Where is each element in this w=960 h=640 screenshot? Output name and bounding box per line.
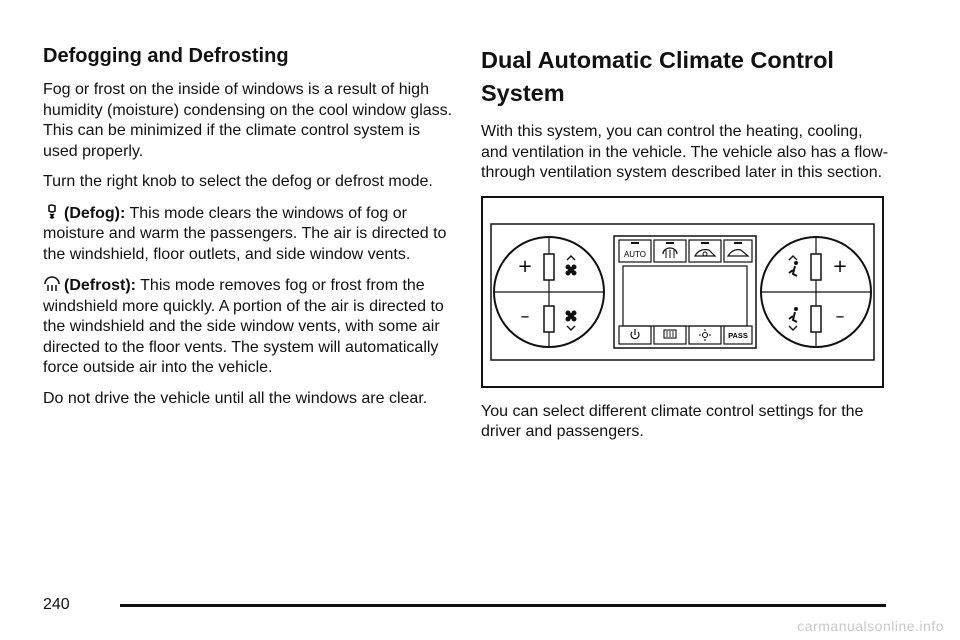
fan-high-icon: [566, 264, 577, 275]
outside-air-icon: [728, 249, 748, 255]
climate-control-panel-illustration: [483, 198, 882, 386]
center-control-panel: [614, 236, 756, 348]
auto-button-label: AUTO: [623, 249, 647, 259]
paragraph-system-intro: With this system, you can control the heating, cooling, and ventilation in the vehicle. The vehicle also has a flow-through ventilation system described later in this section.: [481, 123, 889, 181]
paragraph-defog: [43, 203, 453, 266]
paragraph-fog-frost: Fog or frost on the inside of windows is a result of high humidity (moisture) condensing on the cool window glass. This can be minimized if the climate control system is used properly.: [43, 81, 453, 160]
defrost-description: This mode removes fog or frost from the windshield more quickly. A portion of the air is directed to the windshield and the side window vents, with some air directed to the floor vents. The system will automatically force outside air into the vehicle.: [43, 277, 444, 376]
display-screen: [623, 266, 747, 326]
passenger-temp-up-label: +: [832, 255, 848, 277]
driver-temp-up-label: +: [517, 255, 533, 277]
defog-icon: [43, 203, 61, 221]
paragraph-different-settings: You can select different climate control settings for the driver and passengers.: [481, 402, 864, 440]
page-number: 240: [43, 596, 70, 613]
paragraph-turn-knob: Turn the right knob to select the defog or defrost mode.: [43, 173, 433, 190]
driver-temperature-knob: [494, 237, 604, 347]
paragraph-do-not-drive: Do not drive the vehicle until all the windows are clear.: [43, 389, 428, 407]
recirculation-icon: [695, 249, 715, 255]
defog-term: (Defog):: [64, 204, 126, 222]
pass-button-label: PASS: [728, 330, 748, 340]
paragraph-defrost: [43, 275, 453, 379]
section-heading-climate-control: Dual Automatic Climate Control System: [481, 47, 834, 106]
footer-rule: [120, 604, 886, 607]
rear-climate-icon: [699, 329, 711, 341]
passenger-temp-down-label: –: [835, 305, 845, 327]
right-column: [481, 44, 891, 453]
front-defrost-icon: [663, 248, 677, 258]
defrost-term: (Defrost):: [64, 277, 136, 294]
rear-defrost-icon: [664, 330, 676, 338]
watermark: carmanualsonline.info: [797, 618, 944, 634]
power-icon: [631, 329, 639, 339]
climate-control-figure: [481, 196, 884, 388]
seated-person-floor-vent-icon: [789, 307, 798, 322]
fan-low-icon: [566, 310, 577, 321]
defog-description: This mode clears the windows of fog or moisture and warm the passengers. The air is directed to the windshield, floor outlets, and side window vents.: [43, 204, 447, 263]
left-column: [43, 44, 453, 419]
seated-person-upper-vent-icon: [789, 261, 798, 276]
defrost-icon: [43, 275, 61, 293]
driver-temp-down-label: –: [520, 305, 530, 327]
section-heading-defogging: Defogging and Defrosting: [43, 45, 289, 67]
passenger-temperature-knob: [761, 237, 871, 347]
